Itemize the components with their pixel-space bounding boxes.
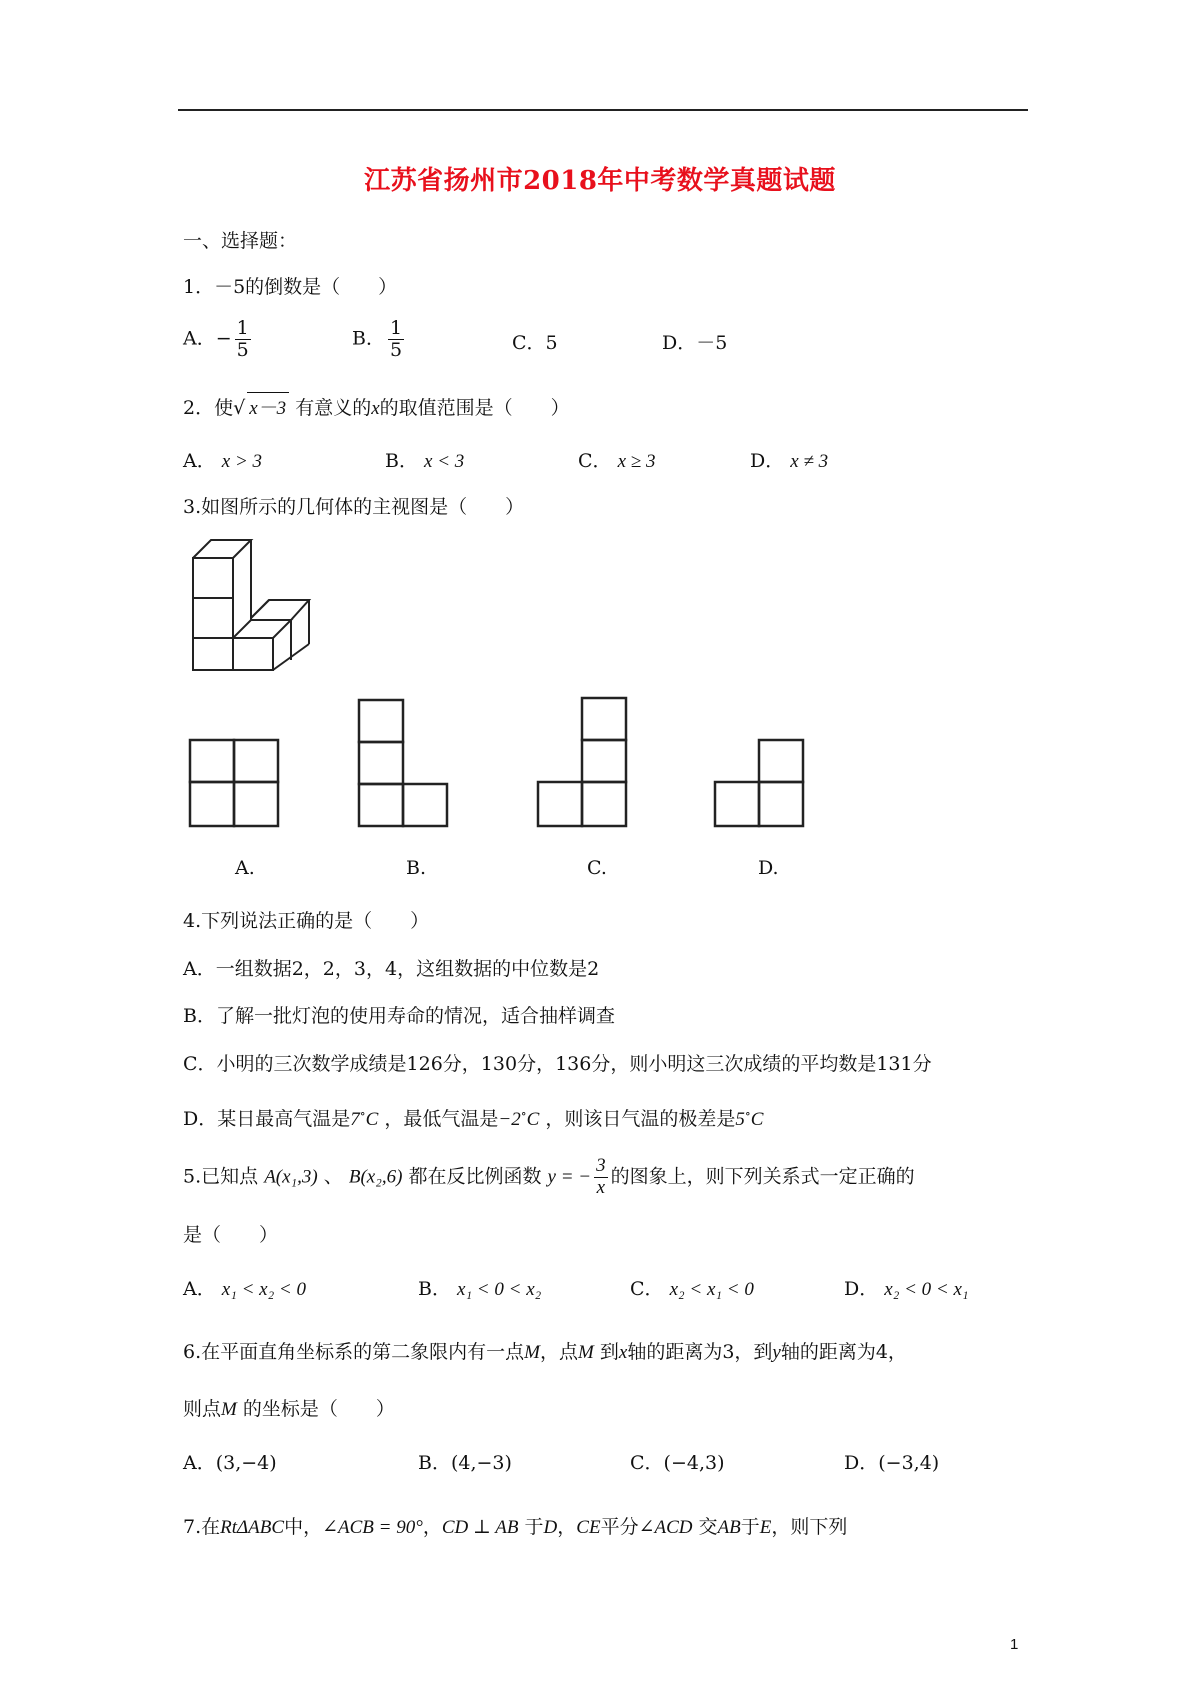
q2-option-d: D． x ≠ 3 <box>750 450 829 472</box>
q5-option-a: A． x₁ < x₂ < 0 <box>183 1278 307 1300</box>
q1-option-a: A．− $\frac{1}{5}$ <box>183 317 249 361</box>
q6-option-c: C．(−4,3) <box>630 1452 725 1474</box>
q3-option-a-figure <box>188 738 280 830</box>
q3-option-b: B. <box>406 857 427 879</box>
q6-stem-line1: 6.在平面直角坐标系的第二象限内有一点M，点M 到x轴的距离为3，到y轴的距离为4， <box>183 1341 907 1363</box>
q1-stem: 1．－5的倒数是（ ） <box>183 276 398 298</box>
q5-stem-line2: 是（ ） <box>183 1224 279 1246</box>
q3-option-c: C. <box>587 857 607 879</box>
q3-solid-figure <box>185 530 325 672</box>
q7-stem: 7.在RtΔABC中，∠ACB = 90°，CD ⊥ AB 于D，CE平分∠ACD 交AB于E，则下列 <box>183 1516 848 1538</box>
q3-option-c-figure <box>536 696 628 830</box>
q2-option-a: A． x > 3 <box>183 450 263 472</box>
q6-option-d: D．(−3,4) <box>844 1452 940 1474</box>
q3-option-d: D. <box>758 857 779 879</box>
q1-option-d: D．－5 <box>662 332 728 354</box>
q2-option-b: B． x < 3 <box>385 450 465 472</box>
header-rule <box>178 109 1028 111</box>
q2-option-c: C． x ≥ 3 <box>578 450 656 472</box>
q6-option-a: A．(3,−4) <box>183 1452 277 1474</box>
q4-option-c: C．小明的三次数学成绩是126分，130分，136分，则小明这三次成绩的平均数是131分 <box>183 1053 932 1075</box>
q3-option-b-figure <box>357 698 449 830</box>
q5-stem-line1: 5.已知点 A(x₁,3) 、 B(x₂,6) 都在反比例函数 y = − $\frac{3}{x}$ 的图象上，则下列关系式一定正确的 <box>183 1155 915 1198</box>
q3-option-a: A. <box>235 857 255 879</box>
q5-option-b: B． x₁ < 0 < x₂ <box>418 1278 542 1300</box>
q6-option-b: B．(4,−3) <box>418 1452 512 1474</box>
section-heading: 一、选择题： <box>183 230 298 252</box>
q3-option-d-figure <box>713 738 805 830</box>
q5-option-d: D． x₂ < 0 < x₁ <box>844 1278 969 1300</box>
q4-option-b: B．了解一批灯泡的使用寿命的情况，适合抽样调查 <box>183 1005 615 1027</box>
q4-option-d: D．某日最高气温是7∘C ，最低气温是−2∘C ，则该日气温的极差是5∘C <box>183 1106 764 1130</box>
q5-option-c: C． x₂ < x₁ < 0 <box>630 1278 754 1300</box>
q3-stem: 3.如图所示的几何体的主视图是（ ） <box>183 496 525 518</box>
page-number: 1 <box>1010 1636 1019 1653</box>
q1-option-c: C．5 <box>512 332 558 354</box>
q4-stem: 4.下列说法正确的是（ ） <box>183 910 430 932</box>
q2-stem: 2．使√ x－3 有意义的x的取值范围是（ ） <box>183 392 570 420</box>
q1-option-b: B． $\frac{1}{5}$ <box>352 317 403 361</box>
page-title: 江苏省扬州市2018年中考数学真题试题 <box>364 166 836 196</box>
q4-option-a: A．一组数据2，2，3，4，这组数据的中位数是2 <box>183 958 600 980</box>
q6-stem-line2: 则点M 的坐标是（ ） <box>183 1398 395 1420</box>
